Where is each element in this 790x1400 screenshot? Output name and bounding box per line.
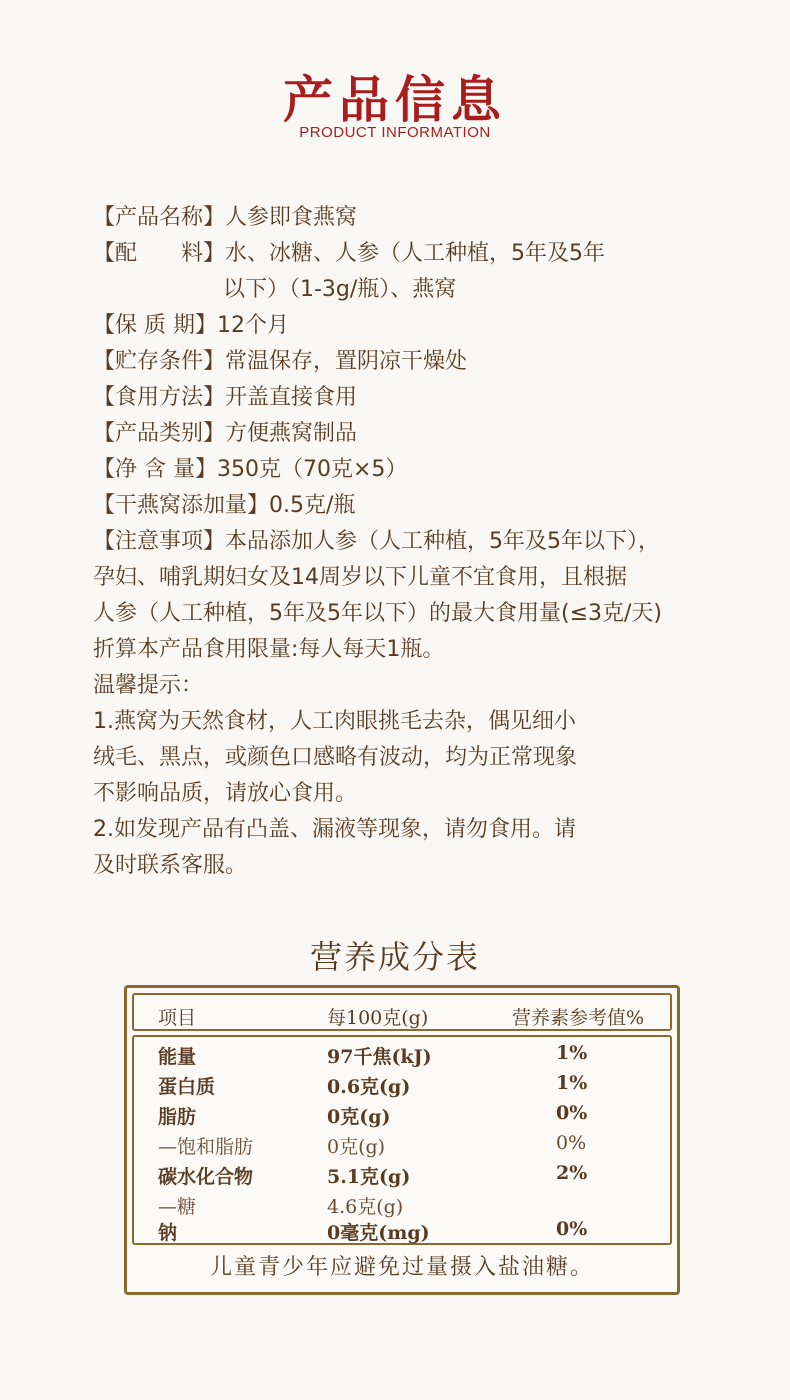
tips-line: 1.燕窝为天然食材，人工肉眼挑毛去杂，偶见细小 bbox=[93, 709, 576, 734]
table-row bbox=[134, 1129, 670, 1159]
info-label: 【产品名称】 bbox=[93, 205, 226, 230]
product-info bbox=[93, 200, 733, 884]
info-value: 方便燕窝制品 bbox=[225, 421, 358, 446]
cell-per100: 0毫克(mg) bbox=[327, 1222, 430, 1244]
info-label: 【产品类别】 bbox=[93, 421, 226, 446]
column-header-item: 项目 bbox=[158, 1007, 197, 1029]
info-row-net-content bbox=[93, 452, 733, 488]
table-row bbox=[134, 1215, 670, 1245]
info-row-usage bbox=[93, 380, 733, 416]
notice-line: 孕妇、哺乳期妇女及14周岁以下儿童不宜食用，且根据 bbox=[93, 565, 627, 590]
nutrition-body bbox=[132, 1035, 672, 1245]
cell-nrv: 2% bbox=[556, 1162, 588, 1184]
tips-line: 不影响品质，请放心食用。 bbox=[93, 781, 358, 806]
page-title: 产品信息 bbox=[283, 71, 507, 129]
info-label: 【食用方法】 bbox=[93, 385, 226, 410]
tips-line: 及时联系客服。 bbox=[93, 853, 248, 878]
table-row bbox=[134, 1159, 670, 1189]
info-row-dry-nest bbox=[93, 488, 733, 524]
info-value: 开盖直接食用 bbox=[225, 385, 358, 410]
nutrition-table bbox=[124, 985, 680, 1295]
table-row bbox=[134, 1069, 670, 1099]
cell-item: 脂肪 bbox=[158, 1106, 197, 1128]
info-value: 350克（70克×5） bbox=[217, 457, 408, 482]
info-row-storage bbox=[93, 344, 733, 380]
cell-item: 碳水化合物 bbox=[158, 1166, 254, 1188]
info-label: 【干燕窝添加量】 bbox=[93, 493, 270, 518]
nutrition-footer: 儿童青少年应避免过量摄入盐油糖。 bbox=[209, 1255, 594, 1280]
info-value: 人参即食燕窝 bbox=[225, 205, 358, 230]
notice-line: 人参（人工种植，5年及5年以下）的最大食用量(≤3克/天) bbox=[93, 601, 663, 626]
cell-item: —糖 bbox=[158, 1196, 197, 1218]
nutrition-title: 营养成分表 bbox=[309, 938, 480, 976]
cell-per100: 97千焦(kJ) bbox=[327, 1046, 432, 1068]
nutrition-header-row bbox=[132, 993, 672, 1031]
tips-paragraph bbox=[93, 668, 733, 884]
cell-nrv: 1% bbox=[556, 1072, 588, 1094]
info-label: 【保 质 期】 bbox=[93, 313, 217, 338]
notice-paragraph bbox=[93, 524, 733, 668]
cell-per100: 0.6克(g) bbox=[327, 1076, 411, 1098]
cell-item: 蛋白质 bbox=[158, 1076, 216, 1098]
page-subtitle: PRODUCT INFORMATION bbox=[299, 124, 491, 141]
info-row-category bbox=[93, 416, 733, 452]
column-header-nrv: 营养素参考值% bbox=[512, 1007, 645, 1029]
cell-item: —饱和脂肪 bbox=[158, 1136, 254, 1158]
notice-line: 折算本产品食用限量:每人每天1瓶。 bbox=[93, 637, 445, 662]
cell-nrv: 0% bbox=[556, 1102, 588, 1124]
cell-nrv: 0% bbox=[556, 1132, 587, 1154]
cell-per100: 5.1克(g) bbox=[327, 1166, 411, 1188]
tips-title: 温馨提示： bbox=[93, 673, 204, 698]
cell-per100: 0克(g) bbox=[327, 1106, 391, 1128]
tips-line: 绒毛、黑点，或颜色口感略有波动，均为正常现象 bbox=[93, 745, 578, 770]
info-label: 【净 含 量】 bbox=[93, 457, 217, 482]
column-header-per100: 每100克(g) bbox=[327, 1007, 429, 1029]
info-label: 【贮存条件】 bbox=[93, 349, 226, 374]
info-value: 12个月 bbox=[217, 313, 289, 338]
cell-nrv: 1% bbox=[556, 1042, 588, 1064]
info-row-ingredients bbox=[93, 236, 733, 308]
info-value-continued: 以下）（1-3g/瓶）、燕窝 bbox=[223, 277, 457, 302]
table-row bbox=[134, 1039, 670, 1069]
info-row-shelf-life bbox=[93, 308, 733, 344]
tips-line: 2.如发现产品有凸盖、漏液等现象，请勿食用。请 bbox=[93, 817, 576, 842]
info-value: 水、冰糖、人参（人工种植，5年及5年 bbox=[225, 241, 606, 266]
table-row bbox=[134, 1099, 670, 1129]
info-value: 0.5克/瓶 bbox=[269, 493, 356, 518]
notice-line: 【注意事项】本品添加人参（人工种植，5年及5年以下）， bbox=[93, 529, 660, 554]
cell-per100: 4.6克(g) bbox=[327, 1196, 404, 1218]
cell-item: 能量 bbox=[158, 1046, 197, 1068]
cell-per100: 0克(g) bbox=[327, 1136, 386, 1158]
info-value: 常温保存，置阴凉干燥处 bbox=[225, 349, 468, 374]
info-row-name bbox=[93, 200, 733, 236]
cell-item: 钠 bbox=[158, 1222, 178, 1244]
cell-nrv: 0% bbox=[556, 1218, 588, 1240]
info-label: 【配 料】 bbox=[93, 241, 226, 266]
